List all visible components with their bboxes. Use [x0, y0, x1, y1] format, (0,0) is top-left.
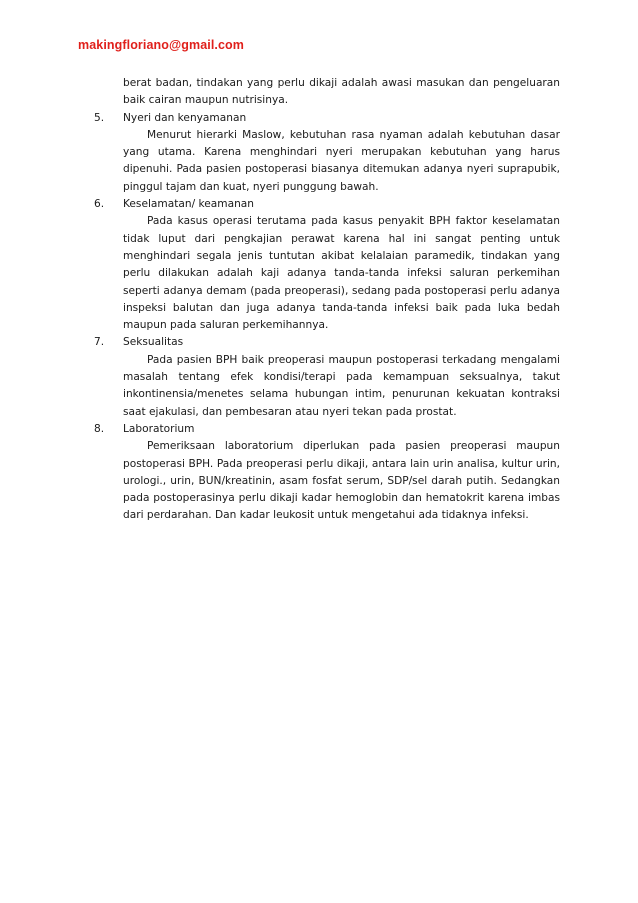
list-number: 8. [94, 422, 105, 435]
section-title: Laboratorium [123, 422, 195, 435]
section-body: Pemeriksaan laboratorium diperlukan pada pasien preoperasi maupun postoperasi BPH. Pada preoperasi perlu dikaji, antara lain urin analisa, kultur urin, urologi., urin, BUN/kreatinin, asam fosfat serum, SDP/sel darah putih. Sedangkan pada postoperasinya perlu dikaji kadar hemoglobin dan hematokrit karena imbas dari perdarahan. Dan kadar leukosit untuk mengetahui ada tidaknya infeksi. [123, 440, 560, 522]
section-title: Seksualitas [123, 336, 184, 349]
list-item-7 [86, 334, 560, 420]
list-number: 5. [94, 111, 105, 124]
list-number: 6. [94, 198, 105, 211]
list-item-6 [86, 196, 560, 334]
section-title: Nyeri dan kenyamanan [123, 111, 247, 124]
header-email: makingfloriano@gmail.com [78, 38, 245, 52]
section-body: Menurut hierarki Maslow, kebutuhan rasa nyaman adalah kebutuhan dasar yang utama. Karena menghindari nyeri merupakan kebutuhan yang harus dipenuhi. Pada pasien postoperasi biasanya ditemukan adanya nyeri suprapubik, pinggul tajam dan kuat, nyeri punggung bawah. [123, 128, 560, 193]
section-body: Pada pasien BPH baik preoperasi maupun postoperasi terkadang mengalami masalah tentang efek kondisi/terapi pada kemampuan seksualnya, takut inkontinensia/menetes selama hubungan intim, penurunan kekuatan kontraksi saat ejakulasi, dan pembesaran atau nyeri tekan pada prostat. [123, 353, 560, 418]
continuation-paragraph: berat badan, tindakan yang perlu dikaji adalah awasi masukan dan pengeluaran baik cairan maupun nutrisinya. [123, 77, 560, 107]
section-body: Pada kasus operasi terutama pada kasus penyakit BPH faktor keselamatan tidak luput dari pengkajian perawat karena hal ini sangat penting untuk menghindari segala jenis tuntutan akibat kelalaian paramedik, tindakan yang perlu dilakukan adalah kaji adanya tanda-tanda infeksi saluran perkemihan seperti adanya demam (pada preoperasi), sedang pada postoperasi perlu adanya inspeksi balutan dan juga adanya tanda-tanda infeksi baik pada luka bedah maupun pada saluran perkemihannya. [123, 215, 560, 332]
section-title: Keselamatan/ keamanan [123, 198, 255, 211]
document-body [86, 75, 560, 525]
list-item-5 [86, 110, 560, 196]
list-number: 7. [94, 336, 105, 349]
list-item-8 [86, 421, 560, 525]
